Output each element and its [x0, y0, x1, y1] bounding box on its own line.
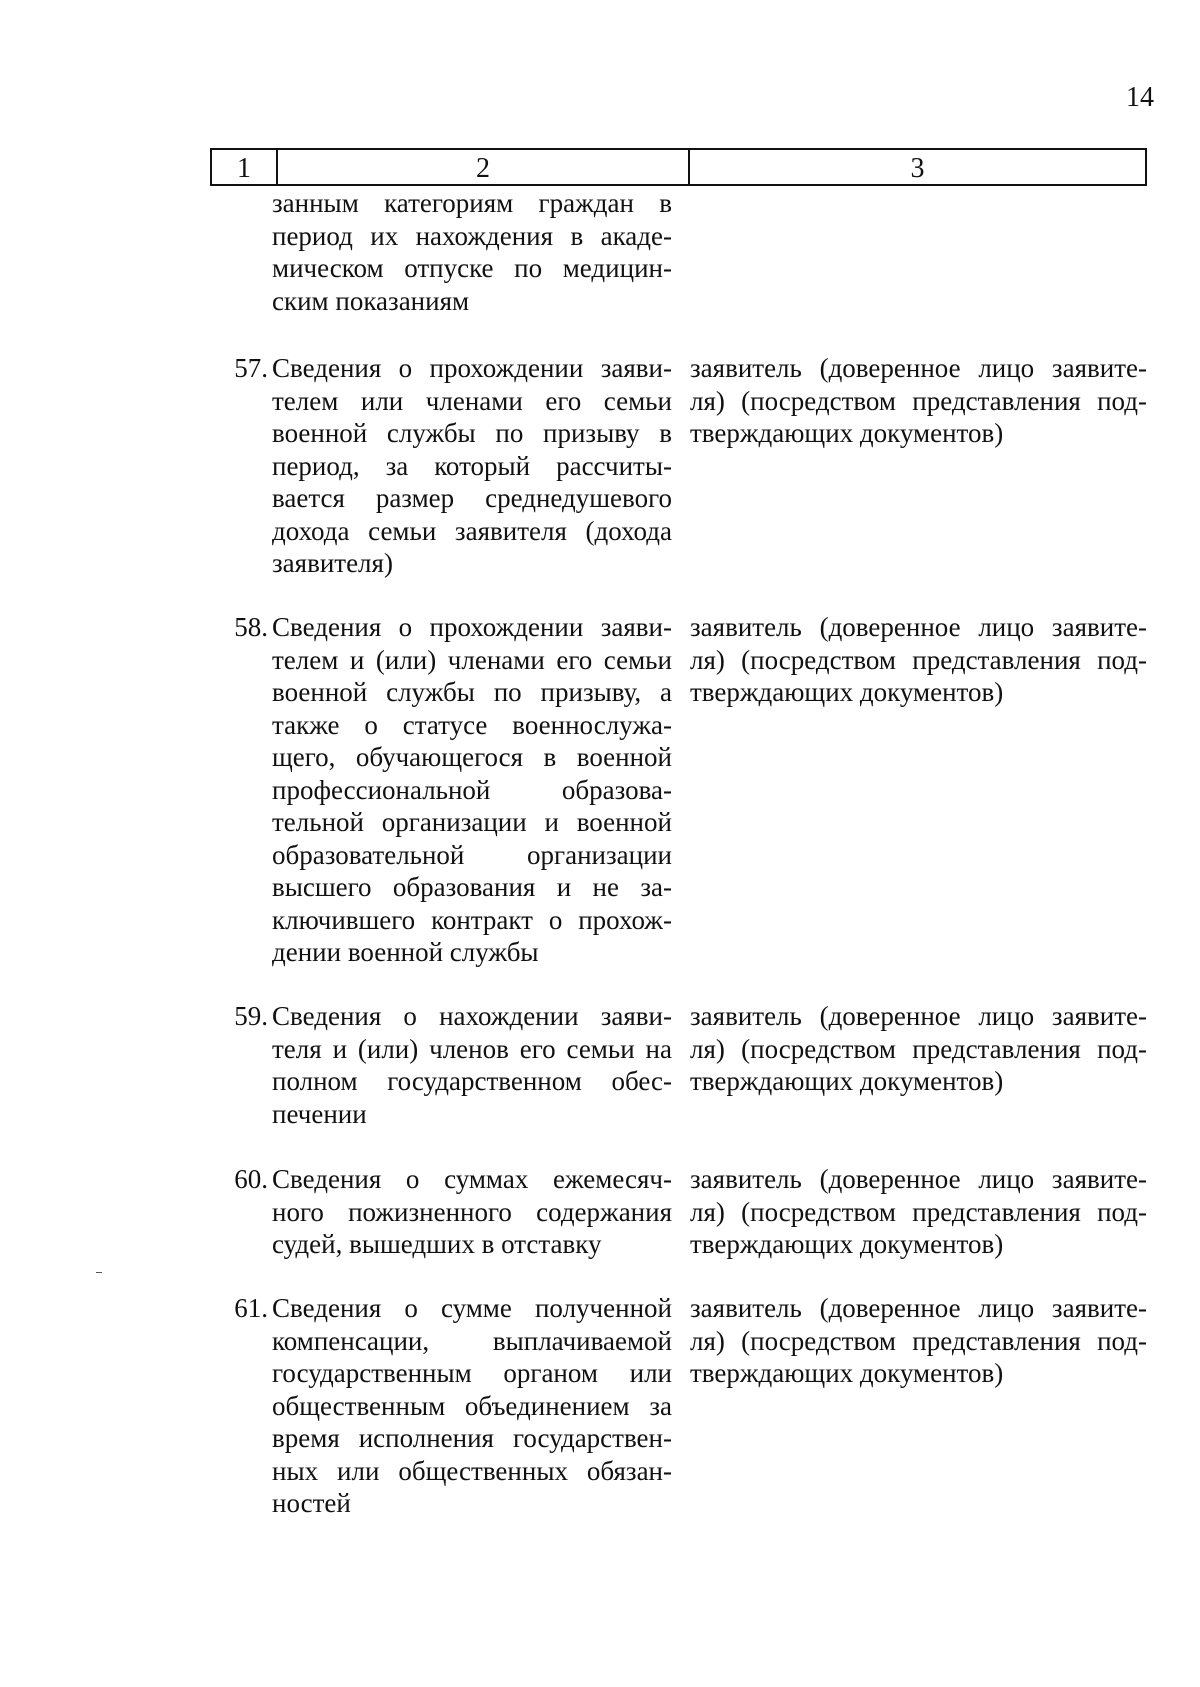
- source-line: ля) (посредством представления под-: [690, 1033, 1147, 1064]
- source-line: заявитель (доверенное лицо заявите-: [690, 612, 1147, 642]
- description-line: тельной организации и военной: [272, 807, 672, 837]
- description-line: ским показаниям: [272, 285, 470, 316]
- description-line: Сведения о прохождении заяви-: [272, 612, 672, 642]
- description-line: теля и (или) членов его семьи на: [272, 1033, 672, 1064]
- description-line: образовательной организации: [272, 839, 672, 870]
- description-line: Сведения о сумме полученной: [272, 1293, 672, 1323]
- source-line: ля) (посредством представления под-: [690, 1196, 1147, 1227]
- description-line: военной службы по призыву в: [272, 418, 672, 448]
- row-number: 58.: [234, 612, 268, 642]
- row-source: [690, 1292, 1147, 1390]
- description-line: мическом отпуске по медицин-: [272, 253, 672, 283]
- row-description: [272, 1163, 672, 1261]
- description-line: печении: [272, 1098, 367, 1129]
- description-line: дении военной службы: [272, 937, 539, 967]
- row-number: 59.: [234, 1001, 268, 1031]
- row-description: [272, 1292, 672, 1520]
- description-line: ных или общественных обязан-: [272, 1455, 672, 1486]
- row-source: [690, 1163, 1147, 1261]
- description-line: занным категориям граждан в: [272, 188, 672, 218]
- row-source: [690, 611, 1147, 709]
- description-line: государственным органом или: [272, 1358, 672, 1388]
- row-description: [272, 611, 672, 969]
- source-line: тверждающих документов): [690, 1229, 1004, 1259]
- row-source: [690, 352, 1147, 450]
- description-line: ностей: [272, 1488, 351, 1518]
- page-number: 14: [1126, 82, 1154, 113]
- description-line: профессиональной образова-: [272, 774, 672, 805]
- description-line: Сведения о прохождении заяви-: [272, 353, 672, 383]
- source-line: тверждающих документов): [690, 1066, 1004, 1096]
- column-number-3: 3: [910, 153, 925, 184]
- description-line: вается размер среднедушевого: [272, 483, 672, 513]
- row-description: [272, 1000, 672, 1130]
- description-line: военной службы по призыву, а: [272, 677, 672, 707]
- description-line: телем или членами его семьи: [272, 385, 672, 416]
- description-line: телем и (или) членами его семьи: [272, 644, 672, 675]
- description-line: ключившего контракт о прохож-: [272, 904, 672, 935]
- description-line: общественным объединением за: [272, 1390, 672, 1421]
- description-line: период их нахождения в акаде-: [272, 220, 672, 251]
- description-line: компенсации, выплачиваемой: [272, 1325, 672, 1356]
- continuation-description: [272, 187, 672, 317]
- row-source: [690, 1000, 1147, 1098]
- source-line: ля) (посредством представления под-: [690, 385, 1147, 416]
- description-line: Сведения о нахождении заяви-: [272, 1001, 672, 1031]
- description-line: ного пожизненного содержания: [272, 1196, 672, 1227]
- description-line: также о статусе военнослужа-: [272, 709, 672, 740]
- row-number: 57.: [234, 353, 268, 383]
- row-number: 60.: [234, 1164, 268, 1194]
- column-number-1: 1: [212, 150, 278, 184]
- row-description: [272, 352, 672, 580]
- source-line: тверждающих документов): [690, 1358, 1004, 1388]
- source-line: ля) (посредством представления под-: [690, 1325, 1147, 1356]
- source-line: тверждающих документов): [690, 677, 1004, 707]
- description-line: время исполнения государствен-: [272, 1423, 672, 1453]
- source-line: тверждающих документов): [690, 418, 1004, 448]
- description-line: щего, обучающегося в военной: [272, 742, 672, 772]
- description-line: заявителя): [272, 548, 393, 578]
- description-line: судей, вышедших в отставку: [272, 1229, 602, 1259]
- column-number-2: 2: [278, 150, 690, 184]
- source-line: ля) (посредством представления под-: [690, 644, 1147, 675]
- description-line: период, за который рассчиты-: [272, 450, 672, 481]
- table-column-header: [210, 148, 1147, 186]
- source-line: заявитель (доверенное лицо заявите-: [690, 1001, 1147, 1031]
- description-line: Сведения о суммах ежемесяч-: [272, 1164, 672, 1194]
- source-line: заявитель (доверенное лицо заявите-: [690, 1293, 1147, 1323]
- source-line: заявитель (доверенное лицо заявите-: [690, 1164, 1147, 1194]
- description-line: высшего образования и не за-: [272, 872, 672, 902]
- description-line: дохода семьи заявителя (дохода: [272, 515, 672, 546]
- source-line: заявитель (доверенное лицо заявите-: [690, 353, 1147, 383]
- row-number: 61.: [234, 1293, 268, 1323]
- scan-edge-mark: [96, 1272, 102, 1273]
- description-line: полном государственном обес-: [272, 1066, 672, 1096]
